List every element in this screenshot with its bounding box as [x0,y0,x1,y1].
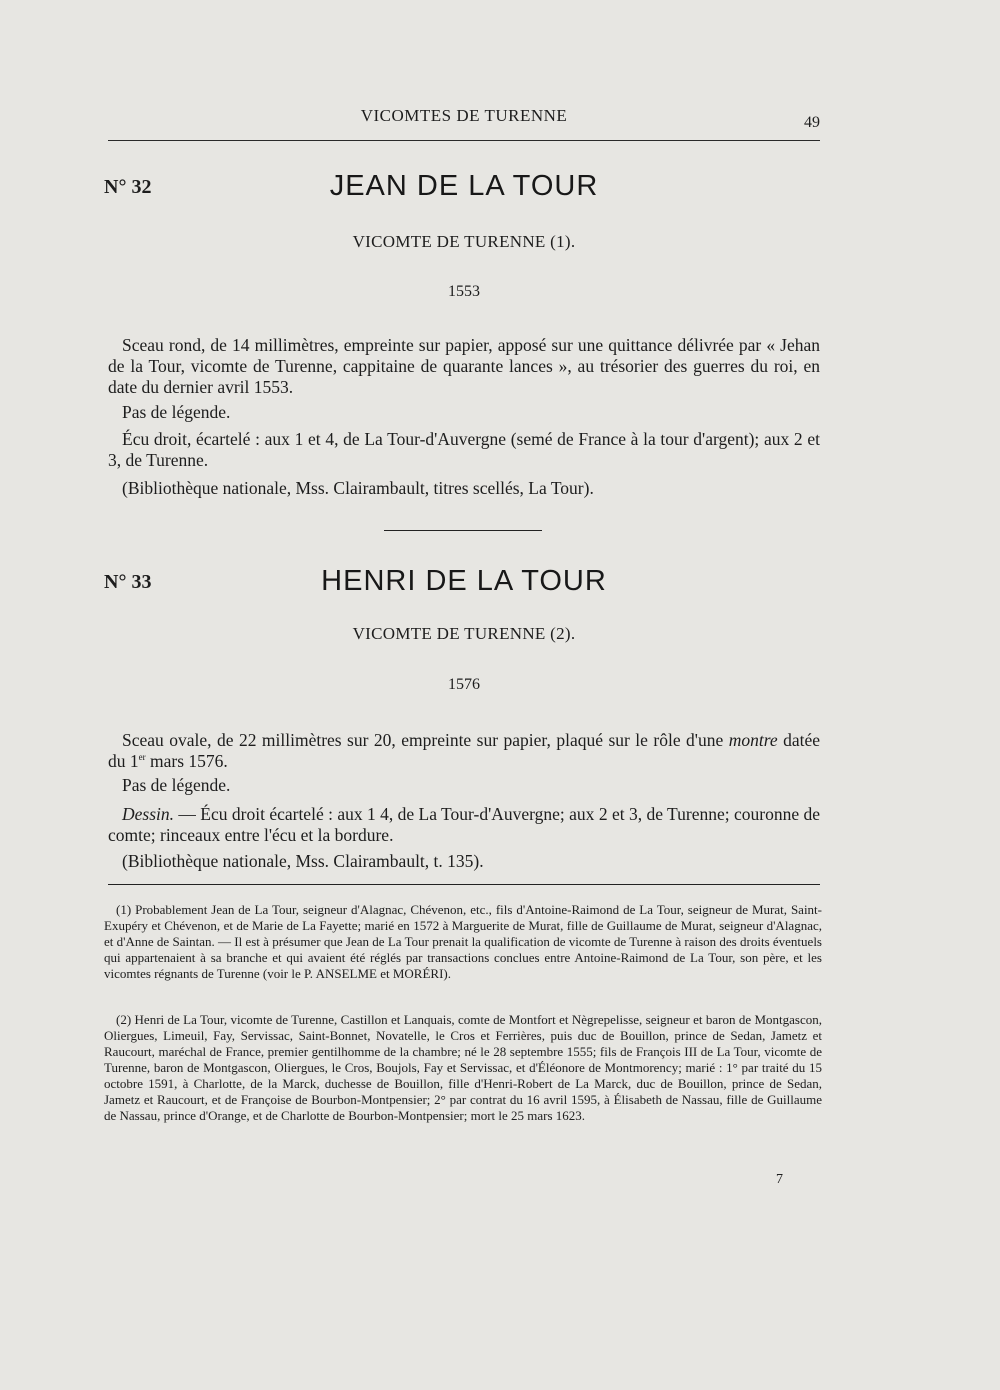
section-divider [384,530,542,531]
seal-text-b: datée du 1 [108,730,821,771]
seal-description: Sceau rond, de 14 millimètres, empreinte sur papier, apposé sur une quittance délivrée par « Jehan de la Tour, vicomte de Turenne, cappitaine de quarante lances », au trésorier des guerres du roi, en date du dernier avril 1553. [108,335,820,397]
running-title: VICOMTES DE TURENNE [360,106,568,125]
source-citation: (Bibliothèque nationale, Mss. Clairambault, t. 135). [122,851,484,871]
seal-text-italic: montre [728,730,778,750]
footnote-rule [108,884,820,885]
entry-number: N° 32 [104,176,152,198]
seal-description [108,730,820,772]
signature-mark: 7 [776,1172,783,1187]
entry-subtitle: VICOMTE DE TURENNE (1). [352,232,576,251]
blazon-text: Écu droit, écartelé : aux 1 et 4, de La Tour-d'Auvergne (semé de France à la tour d'argent); aux 2 et 3, de Turenne. [108,429,820,470]
entry-year: 1576 [448,676,480,693]
footnote-2: (2) Henri de La Tour, vicomte de Turenne, Castillon et Lanquais, comte de Montfort et Nègrepelisse, seigneur et baron de Montgascon, Oliergues, Limeuil, Fay, Servissac, Saint-Bonnet, Novatelle, le Cros et Ferrières, puis duc de Bouillon, prince de Sedan, Jametz et Raucourt, maréchal de France, premier gentilhomme de la chambre; né le 28 septembre 1555; fils de François III de La Tour, vicomte de Turenne, baron de Montgascon, Oliergues, le Cros, Boujols, Fay et Servissac, et d'Éléonore de Montmorency; marié : 1° par traité du 15 octobre 1591, à Charlotte, de la Marck, duchesse de Bouillon, fille d'Henri-Robert de La Marck, duc de Bouillon, prince de Sedan, Jametz et Raucourt, et de Françoise de Bourbon-Montpensier; 2° par contrat du 16 avril 1595, à Élisabeth de Nassau, fille de Guillaume de Nassau, prince d'Orange, et de Charlotte de Bourbon-Montpensier; mort le 25 mars 1623. [104,1012,822,1123]
footnote-1: (1) Probablement Jean de La Tour, seigneur d'Alagnac, Chévenon, etc., fils d'Antoine-Raimond de La Tour, seigneur de Murat, Saint-Exupéry et Chévenon, et de Marie de La Fayette; marié en 1572 à Marguerite de Murat, fille de Guillaume de Murat, seigneur d'Alagnac, et d'Anne de Saintan. — Il est à présumer que Jean de La Tour prenait la qualification de vicomte de Turenne à raison des droits éventuels qui appartenaient à sa branche et qui avaient été réglés par transactions conclues entre Antoine-Raimond de La Tour, son père, et les vicomtes régnants de Turenne (voir le P. ANSELME et MORÉRI). [104,902,822,981]
running-head [108,106,820,136]
ordinal-sup: er [138,752,146,763]
seal-text-a: Sceau ovale, de 22 millimètres sur 20, empreinte sur papier, plaqué sur le rôle d'une [122,730,724,750]
entry-title: HENRI DE LA TOUR [321,565,607,597]
entry-title: JEAN DE LA TOUR [329,170,599,202]
seal-text-c: mars 1576. [150,751,228,771]
page-number: 49 [804,114,820,131]
entry-subtitle: VICOMTE DE TURENNE (2). [352,624,576,643]
blazon-text [108,804,820,846]
entry-year: 1553 [448,283,480,300]
entry-number: N° 33 [104,571,152,593]
blazon-rest: — Écu droit écartelé : aux 1 4, de La Tour-d'Auvergne; aux 2 et 3, de Turenne; couronne de comte; rinceaux entre l'écu et la bordure. [108,804,821,845]
source-citation: (Bibliothèque nationale, Mss. Clairambault, titres scellés, La Tour). [122,478,594,498]
legend-note: Pas de légende. [122,775,231,795]
blazon-label: Dessin. [122,804,175,824]
legend-note: Pas de légende. [122,402,231,422]
header-rule [108,140,820,141]
